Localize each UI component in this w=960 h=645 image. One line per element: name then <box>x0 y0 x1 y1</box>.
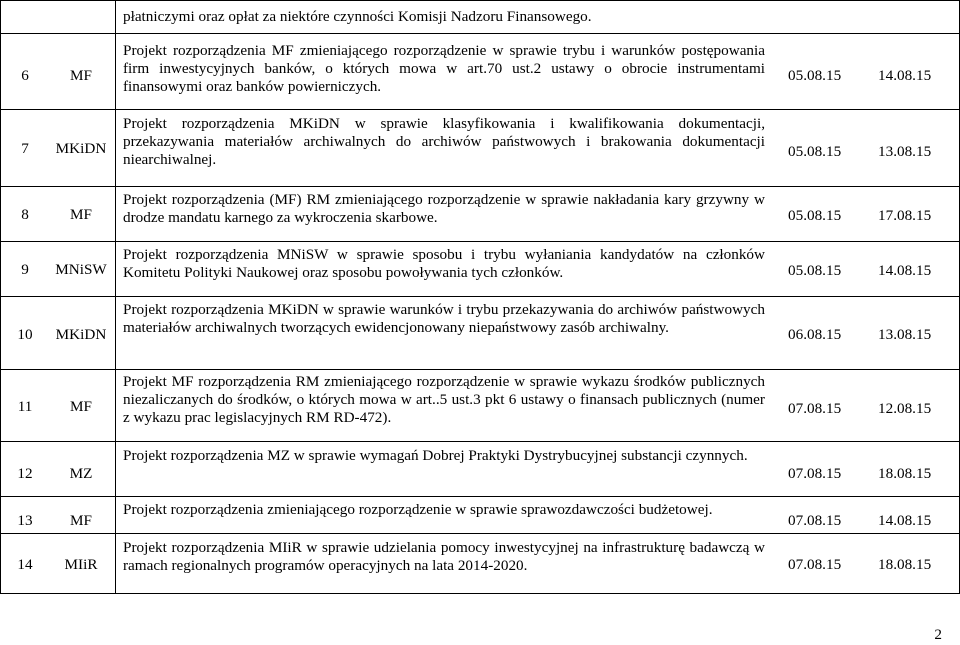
continuation-text: płatniczymi oraz opłat za niektóre czynności Komisji Nadzoru Finansowego. <box>123 8 592 25</box>
row-date-deadline: 14.08.15 <box>878 262 932 279</box>
table-top-border <box>0 0 960 1</box>
row-ministry: MNiSW <box>55 261 107 278</box>
row-number: 9 <box>21 261 29 278</box>
row-date-deadline: 14.08.15 <box>878 512 932 529</box>
row-description: Projekt rozporządzenia (MF) RM zmieniającego rozporządzenie w sprawie nakładania kary grzywny w drodze mandatu karnego za wykroczenia skarbowe. <box>123 191 765 226</box>
row-divider <box>0 369 960 370</box>
row-divider <box>0 441 960 442</box>
row-number: 11 <box>17 398 33 415</box>
row-description: Projekt rozporządzenia MKiDN w sprawie klasyfikowania i kwalifikowania dokumentacji, przekazywania materiałów archiwalnych do archiwów państwowych i brakowania dokumentacji niearchiwalnej. <box>123 115 765 168</box>
row-description: Projekt rozporządzenia MNiSW w sprawie sposobu i trybu wyłaniania kandydatów na członków Komitetu Polityki Naukowej oraz sposobu powoływania tych członków. <box>123 246 765 281</box>
row-number: 6 <box>21 67 29 84</box>
row-divider <box>0 186 960 187</box>
row-divider <box>0 533 960 534</box>
row-date-sent: 05.08.15 <box>788 207 842 224</box>
row-number: 10 <box>17 326 33 343</box>
row-divider <box>0 496 960 497</box>
row-date-sent: 07.08.15 <box>788 465 842 482</box>
row-divider <box>0 33 960 34</box>
row-ministry: MZ <box>69 465 93 482</box>
row-ministry: MF <box>70 512 92 529</box>
row-description: Projekt rozporządzenia zmieniającego rozporządzenie w sprawie sprawozdawczości budżetowej. <box>123 501 713 518</box>
row-date-sent: 05.08.15 <box>788 262 842 279</box>
row-ministry: MKiDN <box>55 140 107 157</box>
row-date-sent: 07.08.15 <box>788 556 842 573</box>
row-ministry: MKiDN <box>55 326 107 343</box>
row-date-sent: 05.08.15 <box>788 67 842 84</box>
row-number: 14 <box>17 556 33 573</box>
row-date-sent: 07.08.15 <box>788 400 842 417</box>
row-date-deadline: 14.08.15 <box>878 67 932 84</box>
row-divider <box>0 109 960 110</box>
row-number: 7 <box>21 140 29 157</box>
row-ministry: MF <box>70 67 92 84</box>
row-description: Projekt rozporządzenia MF zmieniającego rozporządzenie w sprawie trybu i warunków postępowania firm inwestycyjnych banków, o których mowa w art.70 ust.2 ustawy o obrocie instrumentami finansowymi oraz banków powierniczych. <box>123 42 765 95</box>
row-date-deadline: 18.08.15 <box>878 556 932 573</box>
row-divider <box>0 241 960 242</box>
row-number: 8 <box>21 206 29 223</box>
row-number: 12 <box>17 465 33 482</box>
column-divider <box>115 0 116 594</box>
column-divider <box>0 0 1 594</box>
row-ministry: MIiR <box>64 556 98 573</box>
row-ministry: MF <box>70 398 92 415</box>
row-date-deadline: 17.08.15 <box>878 207 932 224</box>
row-date-sent: 05.08.15 <box>788 143 842 160</box>
row-date-sent: 07.08.15 <box>788 512 842 529</box>
row-date-sent: 06.08.15 <box>788 326 842 343</box>
row-date-deadline: 18.08.15 <box>878 465 932 482</box>
row-divider <box>0 296 960 297</box>
row-description: Projekt rozporządzenia MIiR w sprawie udzielania pomocy inwestycyjnej na infrastrukturę badawczą w ramach regionalnych programów operacyjnych na lata 2014-2020. <box>123 539 765 574</box>
page-number: 2 <box>934 626 942 643</box>
row-description: Projekt rozporządzenia MKiDN w sprawie warunków i trybu przekazywania do archiwów państwowych materiałów archiwalnych tworzących ewidencjonowany niepaństwowy zasób archiwalny. <box>123 301 765 336</box>
row-date-deadline: 12.08.15 <box>878 400 932 417</box>
row-description: Projekt rozporządzenia MZ w sprawie wymagań Dobrej Praktyki Dystrybucyjnej substancji czynnych. <box>123 447 748 464</box>
row-number: 13 <box>17 512 33 529</box>
table-bottom-border <box>0 593 960 594</box>
row-date-deadline: 13.08.15 <box>878 326 932 343</box>
row-ministry: MF <box>70 206 92 223</box>
row-date-deadline: 13.08.15 <box>878 143 932 160</box>
row-description: Projekt MF rozporządzenia RM zmieniającego rozporządzenie w sprawie wykazu środków publicznych niezaliczanych do środków, o których mowa w art..5 ust.3 pkt 6 ustawy o finansach publicznych (numer z wykazu prac legislacyjnych RM RD-472). <box>123 373 765 426</box>
